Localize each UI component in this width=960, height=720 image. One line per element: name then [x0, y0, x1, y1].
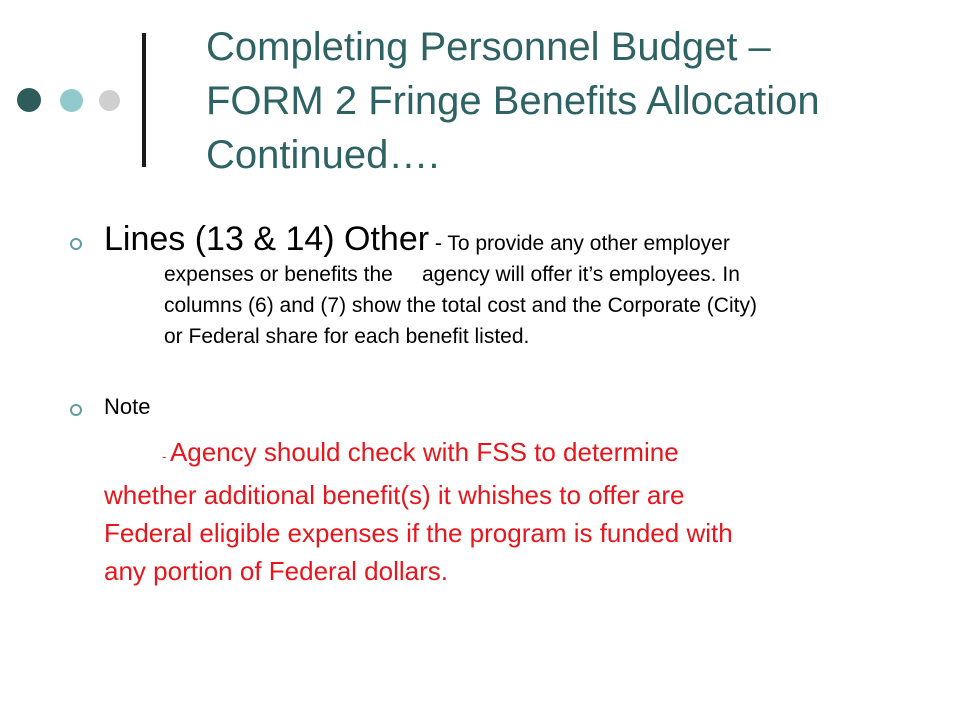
slide-title [206, 20, 936, 182]
title-line-2: FORM 2 Fringe Benefits Allocation [206, 79, 820, 123]
bullet-desc-line: columns (6) and (7) show the total cost and the Corporate (City) [164, 294, 757, 317]
decor-dot-gray [99, 90, 120, 111]
decor-vertical-divider [142, 33, 146, 167]
bullet-lines-other [104, 220, 934, 352]
title-line-1: Completing Personnel Budget – [206, 25, 771, 69]
bullet-icon [70, 404, 82, 416]
decor-dot-dark [17, 88, 41, 112]
note-label: Note [104, 394, 151, 419]
note-dash: - [162, 449, 170, 464]
note-line: Agency should check with FSS to determine [169, 437, 679, 467]
decor-dot-teal [60, 89, 83, 112]
note-line: Federal eligible expenses if the program is funded with [104, 518, 733, 548]
bullet-lead: Lines (13 & 14) Other [104, 220, 430, 258]
title-line-3: Continued…. [206, 133, 440, 177]
note-warning [104, 433, 934, 590]
note-line: whether additional benefit(s) it whishes to offer are [104, 480, 685, 510]
bullet-desc-line: expenses or benefits the agency will offer it’s employees. In [164, 263, 740, 286]
note-line: any portion of Federal dollars. [104, 556, 448, 586]
bullet-desc-line: or Federal share for each benefit listed. [164, 325, 530, 348]
bullet-icon [70, 238, 82, 250]
bullet-desc-first: - To provide any other employer [429, 232, 730, 255]
